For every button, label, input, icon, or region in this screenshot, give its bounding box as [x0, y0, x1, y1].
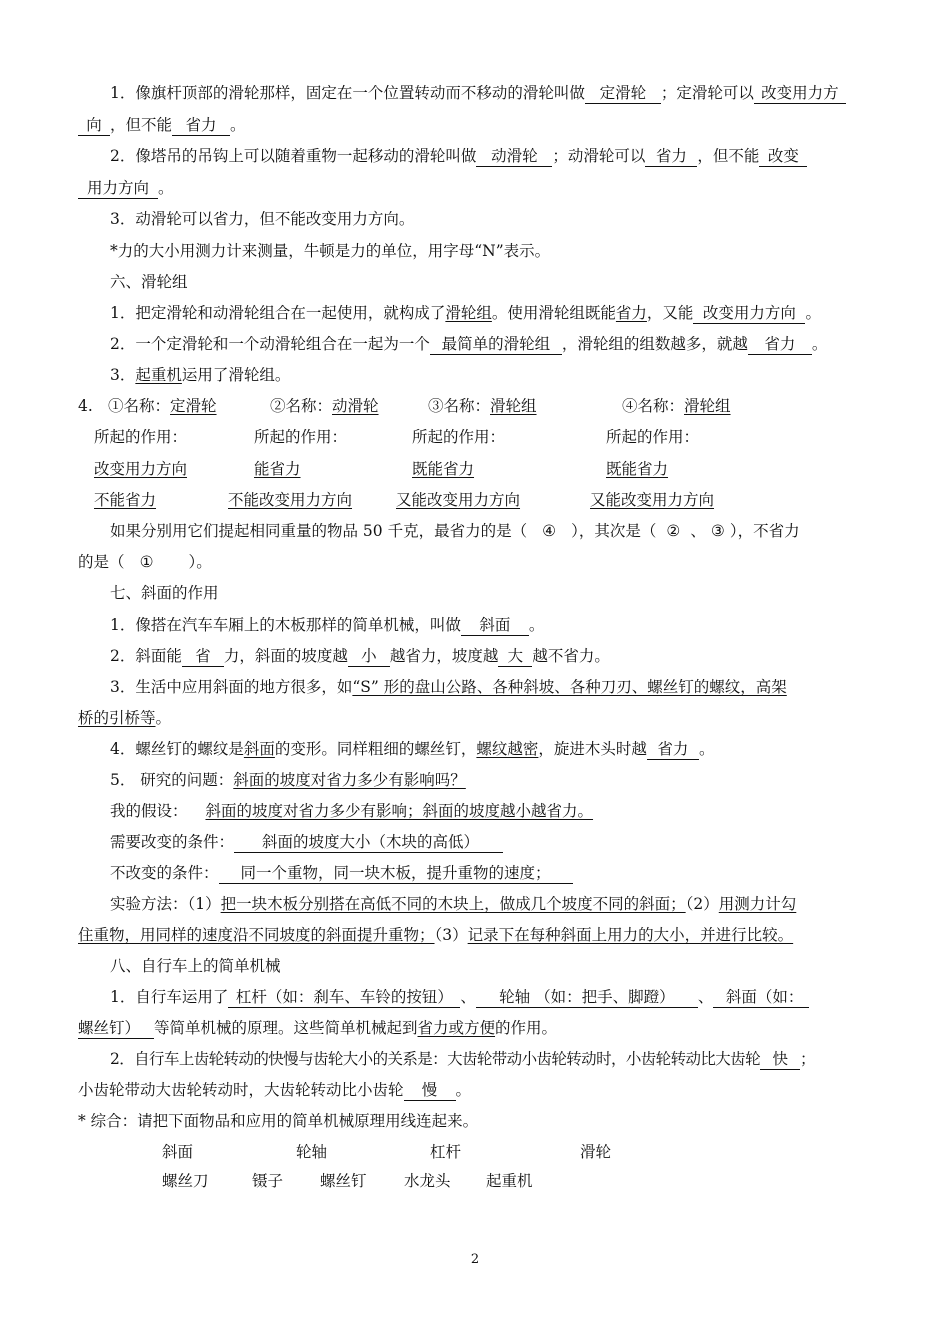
sec6-line3: 3．起重机运用了滑轮组。 — [110, 366, 291, 384]
q4-name-2: ②名称：动滑轮 — [270, 397, 379, 415]
sec7-line1: 1．像搭在汽车车厢上的木板那样的简单机械，叫做 斜面 。 — [110, 616, 545, 634]
q4-role-4a: 既能省力 — [606, 460, 669, 478]
q4-name-3: ③名称：滑轮组 — [428, 397, 537, 415]
q4-name-1: ①名称：定滑轮 — [108, 397, 217, 415]
match-principle[interactable]: 轮轴 — [296, 1143, 328, 1161]
q4-question-cont: 的是（ ① ）。 — [78, 553, 212, 571]
sec7-line3-cont: 桥的引桥等。 — [78, 709, 172, 727]
q4-role-1a: 改变用力方向 — [94, 460, 188, 478]
q4-role-3a: 既能省力 — [412, 460, 475, 478]
match-principle[interactable]: 滑轮 — [580, 1143, 612, 1161]
sec5-line1: 1．像旗杆顶部的滑轮那样，固定在一个位置转动而不移动的滑轮叫做 定滑轮 ；定滑轮可以 改变用力方 — [78, 82, 910, 104]
sec6-line1: 1．把定滑轮和动滑轮组合在一起使用，就构成了滑轮组。使用滑轮组既能省力，又能 改变用力方向 。 — [110, 304, 821, 322]
q4-role-2a: 能省力 — [254, 460, 301, 478]
q4-role-label-3: 所起的作用： — [412, 428, 506, 446]
match-principle[interactable]: 斜面 — [162, 1143, 194, 1161]
q4-role-1b: 不能省力 — [94, 491, 157, 509]
sec7-line5: 5． 研究的问题：斜面的坡度对省力多少有影响吗？ — [110, 771, 466, 789]
match-item[interactable]: 螺丝钉 — [320, 1172, 367, 1190]
q4-question: 如果分别用它们提起相同重量的物品 50 千克，最省力的是（ ④ ），其次是（ ② 、 ③ ），不省力 — [110, 522, 800, 540]
match-item[interactable]: 螺丝刀 — [162, 1172, 209, 1190]
q4-role-3b: 又能改变用力方向 — [396, 491, 521, 509]
q4-role-label-2: 所起的作用： — [254, 428, 348, 446]
sec5-line3: 3．动滑轮可以省力，但不能改变用力方向。 — [110, 210, 415, 228]
sec5-line2: 2．像塔吊的吊钩上可以随着重物一起移动的滑轮叫做 动滑轮 ；动滑轮可以 省力 ，但不能 改变 — [78, 145, 910, 167]
sec7-title: 七、斜面的作用 — [110, 584, 219, 602]
sec8-line1: 1．自行车运用了 杠杆（如：刹车、车铃的按钮） 、 轮轴 （如：把手、脚蹬） 、 斜面（如： — [78, 986, 910, 1008]
sec8-line3: 小齿轮带动大齿轮转动时，大齿轮转动比小齿轮 慢 。 — [78, 1081, 472, 1099]
sec7-method-cont: 住重物，用同样的速度沿不同坡度的斜面提升重物；（3）记录下在每种斜面上用力的大小，并进行比较。 — [78, 926, 794, 944]
match-item[interactable]: 水龙头 — [404, 1172, 451, 1190]
q4-role-2b: 不能改变用力方向 — [228, 491, 353, 509]
q4-role-label-4: 所起的作用： — [606, 428, 700, 446]
sec5-line1-cont: 向 ，但不能 省力 。 — [78, 114, 878, 136]
sec8-title: 八、自行车上的简单机械 — [110, 957, 281, 975]
q4-role-4b: 又能改变用力方向 — [590, 491, 715, 509]
sec7-keep: 不改变的条件： 同一个重物，同一块木板，提升重物的速度； — [78, 862, 910, 884]
sec8-line2: 2．自行车上齿轮转动的快慢与齿轮大小的关系是：大齿轮带动小齿轮转动时，小齿轮转动比大齿轮 快 ； — [110, 1050, 815, 1068]
match-principle[interactable]: 杠杆 — [430, 1143, 462, 1161]
sec5-line4: *力的大小用测力计来测量，牛顿是力的单位，用字母“N”表示。 — [110, 242, 551, 260]
sec6-title: 六、滑轮组 — [110, 273, 188, 291]
sec7-hypothesis: 我的假设： 斜面的坡度对省力多少有影响；斜面的坡度越小越省力。 — [110, 802, 594, 820]
sec7-change: 需要改变的条件： 斜面的坡度大小（木块的高低） — [78, 831, 910, 853]
match-item[interactable]: 起重机 — [486, 1172, 533, 1190]
sec7-line3: 3．生活中应用斜面的地方很多，如“S” 形的盘山公路、各种斜坡、各种刀刃、螺丝钉的螺纹，高架 — [110, 678, 787, 696]
sec7-line2: 2．斜面能 省 力，斜面的坡度越 小 越省力，坡度越 大 越不省力。 — [110, 647, 610, 665]
q4-role-label-1: 所起的作用： — [94, 428, 188, 446]
match-item[interactable]: 镊子 — [252, 1172, 284, 1190]
q4-name-4: ④名称：滑轮组 — [622, 397, 731, 415]
match-intro: * 综合：请把下面物品和应用的简单机械原理用线连起来。 — [78, 1112, 479, 1130]
sec6-line2: 2．一个定滑轮和一个动滑轮组合在一起为一个 最简单的滑轮组 ，滑轮组的组数越多，就越 省力 。 — [110, 335, 828, 353]
sec7-method: 实验方法：（1）把一块木板分别搭在高低不同的木块上，做成几个坡度不同的斜面；（2）用测力计勾 — [110, 895, 797, 913]
sec8-line1-cont: 螺丝钉） 等简单机械的原理。这些简单机械起到省力或方便的作用。 — [78, 1019, 558, 1037]
page-number: 2 — [470, 1252, 480, 1267]
sec5-line2-cont: 用力方向 。 — [78, 177, 878, 199]
sec7-line4: 4．螺丝钉的螺纹是斜面的变形。同样粗细的螺丝钉，螺纹越密，旋进木头时越 省力 。 — [110, 740, 715, 758]
q4-number: 4. — [78, 397, 93, 415]
